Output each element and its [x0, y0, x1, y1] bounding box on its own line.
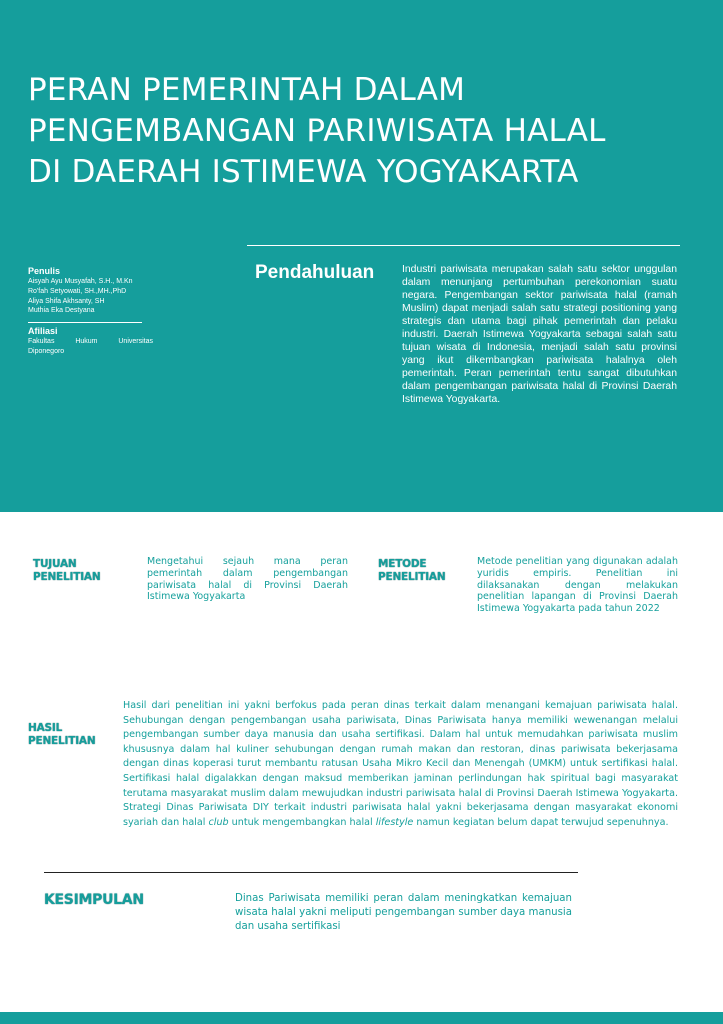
author-name: Aisyah Ayu Musyafah, S.H., M.Kn — [28, 278, 133, 285]
hasil-heading-line1: HASIL — [28, 722, 63, 734]
tujuan-heading — [33, 558, 100, 584]
kesimpulan-heading: KESIMPULAN — [44, 892, 144, 908]
author-name: Ro'fah Setyowati, SH.,MH.,PhD — [28, 287, 127, 295]
pendahuluan-heading: Pendahuluan — [255, 262, 375, 283]
tujuan-heading-line1: TUJUAN — [33, 558, 77, 570]
afiliasi-text: Fakultas Hukum Universitas Diponegoro — [28, 338, 153, 355]
penulis-label: Penulis — [28, 266, 61, 276]
tujuan-text: Mengetahui sejauh mana peran pemerintah dalam pengembangan pariwisata halal di Provinsi Daerah Istimewa Yogyakarta — [147, 556, 348, 603]
hasil-text-club: club — [208, 816, 229, 828]
hasil-text-part-b: untuk mengembangkan halal — [228, 816, 376, 828]
hasil-heading — [28, 722, 95, 748]
metode-text: Metode penelitian yang digunakan adalah yuridis empiris. Penelitian ini dilaksanakan dengan melakukan penelitian lapangan di Provinsi Daerah Istimewa Yogyakarta pada tahun 2022 — [477, 556, 678, 615]
hasil-text-lifestyle: lifestyle — [375, 816, 414, 828]
tujuan-heading-line2: PENELITIAN — [33, 571, 101, 583]
footer-bar — [0, 1012, 723, 1024]
author-name: Muthia Eka Destyana — [28, 307, 95, 315]
hasil-text-part-a: Hasil dari penelitian ini yakni berfokus pada peran dinas terkait dalam menangani kemajuan pariwisata halal. Sehubungan dengan pengembangan usaha pariwisata, Dinas Pariwisata hanya memiliki wewenangan melalui pengembangan sumber daya manusia dan usaha sertifikasi. Dalam hal untuk memudahkan pariwisata muslim khususnya dalam hal kuliner sehubungan dengan rumah makan dan restoran, dinas pariwisata bekerjasama dengan dinas koperasi turut membantu ratusan Usaha Mikro Kecil dan Menengah (UMKM) untuk sertifikasi halal. Sertifikasi halal digalakkan dengan maksud memberikan jaminan perlindungan hak spiritual bagi masyarakat terutama masyarakat muslim dalam mewujudkan industri pariwisata halal di Provinsi Daerah Istimewa Yogyakarta. Strategi Dinas Pariwisata DIY terkait industri pariwisata halal yakni bekerjasama dengan masyarakat ekonomi syariah dan halal — [123, 700, 678, 828]
pendahuluan-text: Industri pariwisata merupakan salah satu sektor unggulan dalam menunjang pertumbuhan perekonomian suatu negara. Pengembangan sektor pariwisata halal (ramah Muslim) dapat menjadi salah satu strategi positioning yang strategis dan utama bagi pihak pemerintah dan pelaku industri. Daerah Istimewa Yogyakarta sebagai salah satu tujuan wisata di Indonesia, menjadi salah satu provinsi yang ikut dikembangkan pariwisata halalnya oleh pemerintah. Peran pemerintah tentu sangat dibutuhkan dalam pengembangan pariwisata halal di Provinsi Daerah Istimewa Yogyakarta. — [402, 264, 677, 405]
author-divider — [28, 322, 142, 323]
metode-heading-line1: METODE — [378, 558, 427, 570]
metode-heading-line2: PENELITIAN — [378, 571, 446, 583]
author-name: Aliya Shifa Akhsanty, SH — [28, 297, 105, 305]
kesimpulan-text: Dinas Pariwisata memiliki peran dalam meningkatkan kemajuan wisata halal yakni meliputi pengembangan sumber daya manusia dan usaha sertifikasi — [235, 893, 572, 932]
kesimpulan-divider — [44, 872, 578, 873]
hasil-heading-line2: PENELITIAN — [28, 735, 96, 747]
title-divider — [247, 245, 680, 246]
author-list — [28, 277, 168, 316]
hasil-text-part-c: namun kegiatan belum dapat terwujud sepenuhnya. — [413, 816, 669, 828]
poster-title: PERAN PEMERINTAH DALAM PENGEMBANGAN PARIWISATA HALAL DI DAERAH ISTIMEWA YOGYAKARTA — [28, 72, 606, 190]
metode-heading — [378, 558, 445, 584]
hasil-text — [123, 699, 678, 830]
afiliasi-label: Afiliasi — [28, 326, 58, 336]
